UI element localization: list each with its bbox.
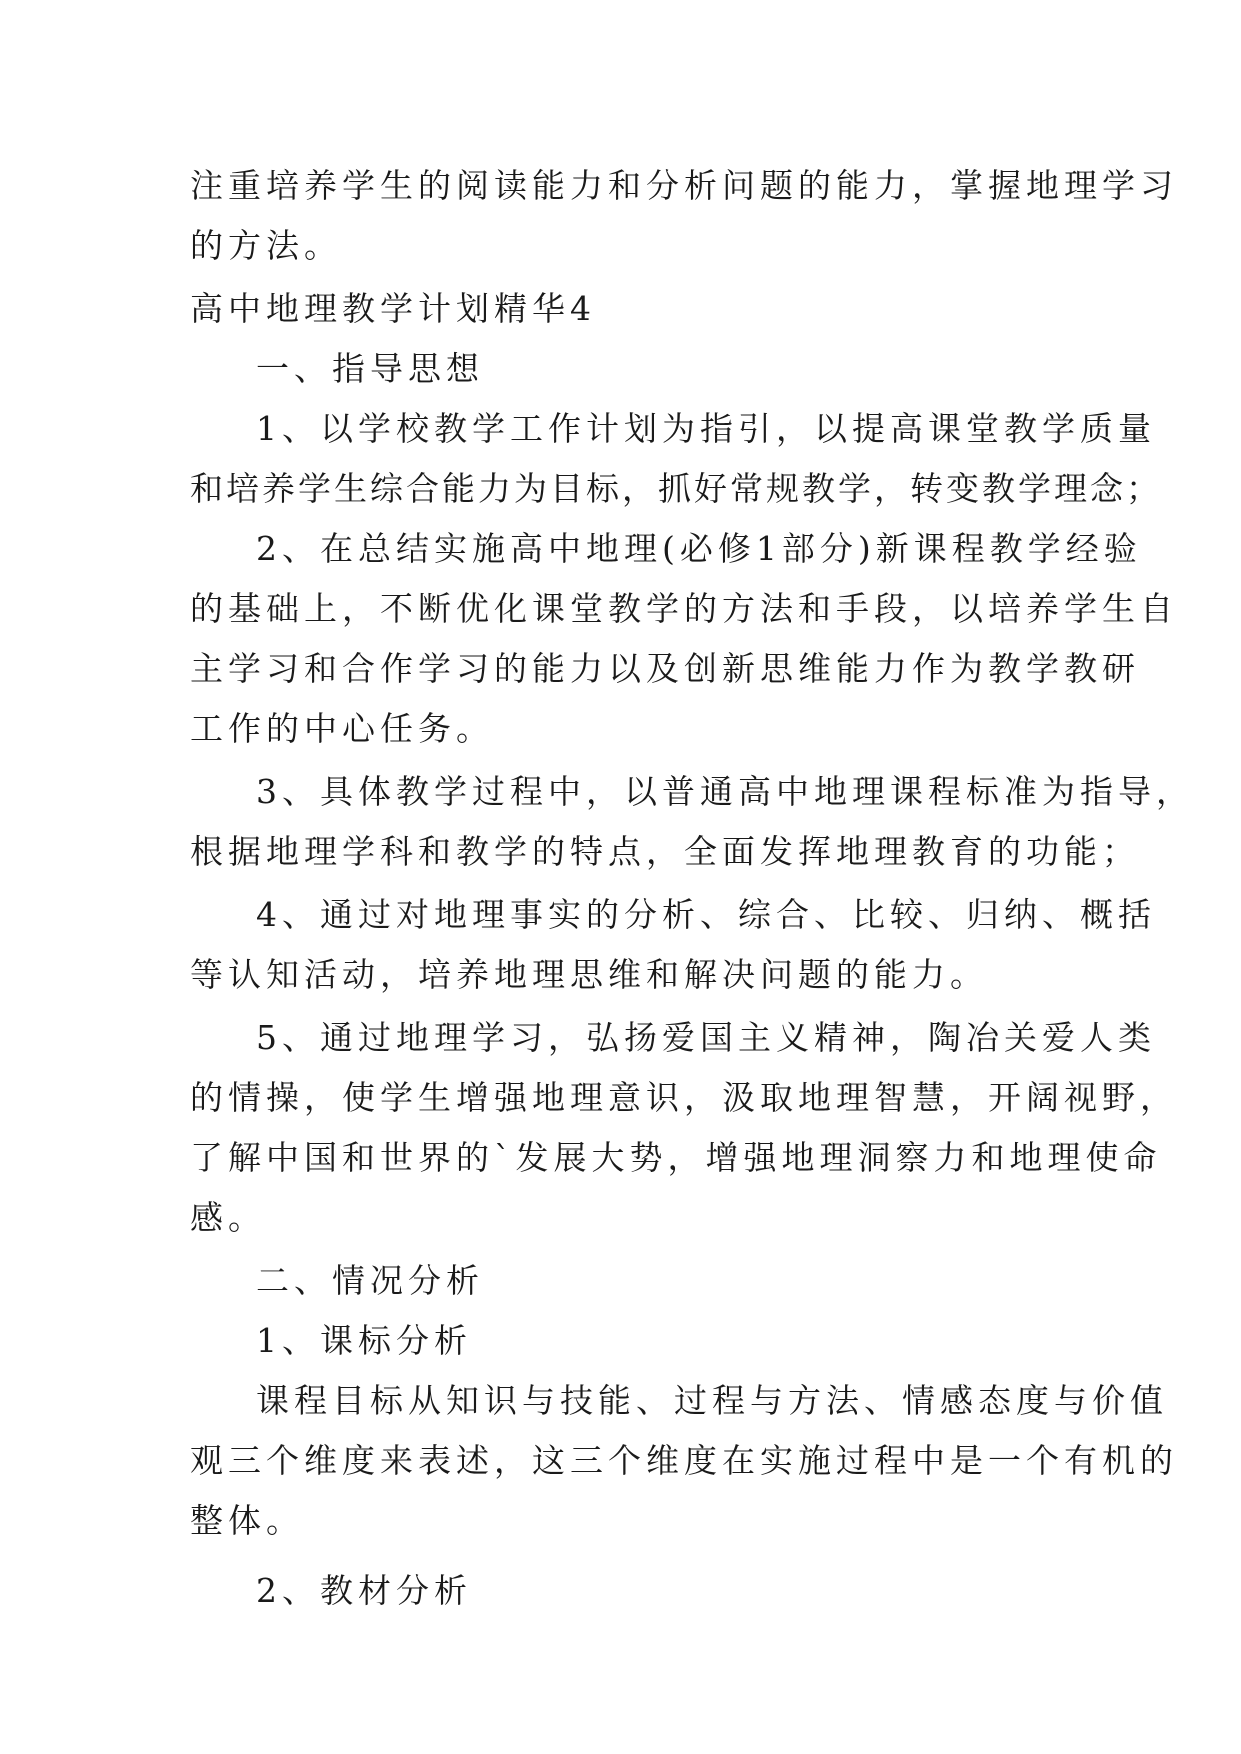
text-line: 4、通过对地理事实的分析、综合、比较、归纳、概括 bbox=[256, 895, 1156, 934]
heading-situation-analysis: 二、情况分析 bbox=[256, 1261, 484, 1300]
text-line: 感。 bbox=[190, 1198, 266, 1237]
section-title: 高中地理教学计划精华4 bbox=[190, 289, 596, 328]
text-line: 整体。 bbox=[190, 1501, 304, 1540]
text-line: 3、具体教学过程中，以普通高中地理课程标准为指导， bbox=[256, 772, 1194, 811]
text-line: 观三个维度来表述，这三个维度在实施过程中是一个有机的 bbox=[190, 1441, 1178, 1480]
text-line: 2、在总结实施高中地理(必修1部分)新课程教学经验 bbox=[256, 529, 1142, 568]
document-body bbox=[190, 156, 1194, 1621]
text-line: 1、以学校教学工作计划为指引，以提高课堂教学质量 bbox=[256, 409, 1156, 448]
text-line: 课程目标从知识与技能、过程与方法、情感态度与价值 bbox=[256, 1381, 1168, 1420]
heading-guiding-ideology: 一、指导思想 bbox=[256, 349, 484, 388]
text-line: 注重培养学生的阅读能力和分析问题的能力，掌握地理学习 bbox=[190, 166, 1178, 205]
text-line: 5、通过地理学习，弘扬爱国主义精神，陶冶关爱人类 bbox=[256, 1018, 1156, 1057]
text-line: 主学习和合作学习的能力以及创新思维能力作为教学教研 bbox=[190, 649, 1140, 688]
text-line: 工作的中心任务。 bbox=[190, 709, 494, 748]
text-line: 了解中国和世界的`发展大势，增强地理洞察力和地理使命 bbox=[190, 1138, 1162, 1177]
text-line: 的情操，使学生增强地理意识，汲取地理智慧，开阔视野， bbox=[190, 1078, 1178, 1117]
text-line: 的方法。 bbox=[190, 226, 342, 265]
subheading-curriculum-analysis: 1、课标分析 bbox=[256, 1321, 472, 1360]
text-line: 和培养学生综合能力为目标，抓好常规教学，转变教学理念； bbox=[190, 469, 1162, 508]
text-line: 等认知活动，培养地理思维和解决问题的能力。 bbox=[190, 955, 988, 994]
text-line: 的基础上，不断优化课堂教学的方法和手段，以培养学生自 bbox=[190, 589, 1178, 628]
subheading-textbook-analysis: 2、教材分析 bbox=[256, 1571, 472, 1610]
text-line: 根据地理学科和教学的特点，全面发挥地理教育的功能； bbox=[190, 832, 1140, 871]
